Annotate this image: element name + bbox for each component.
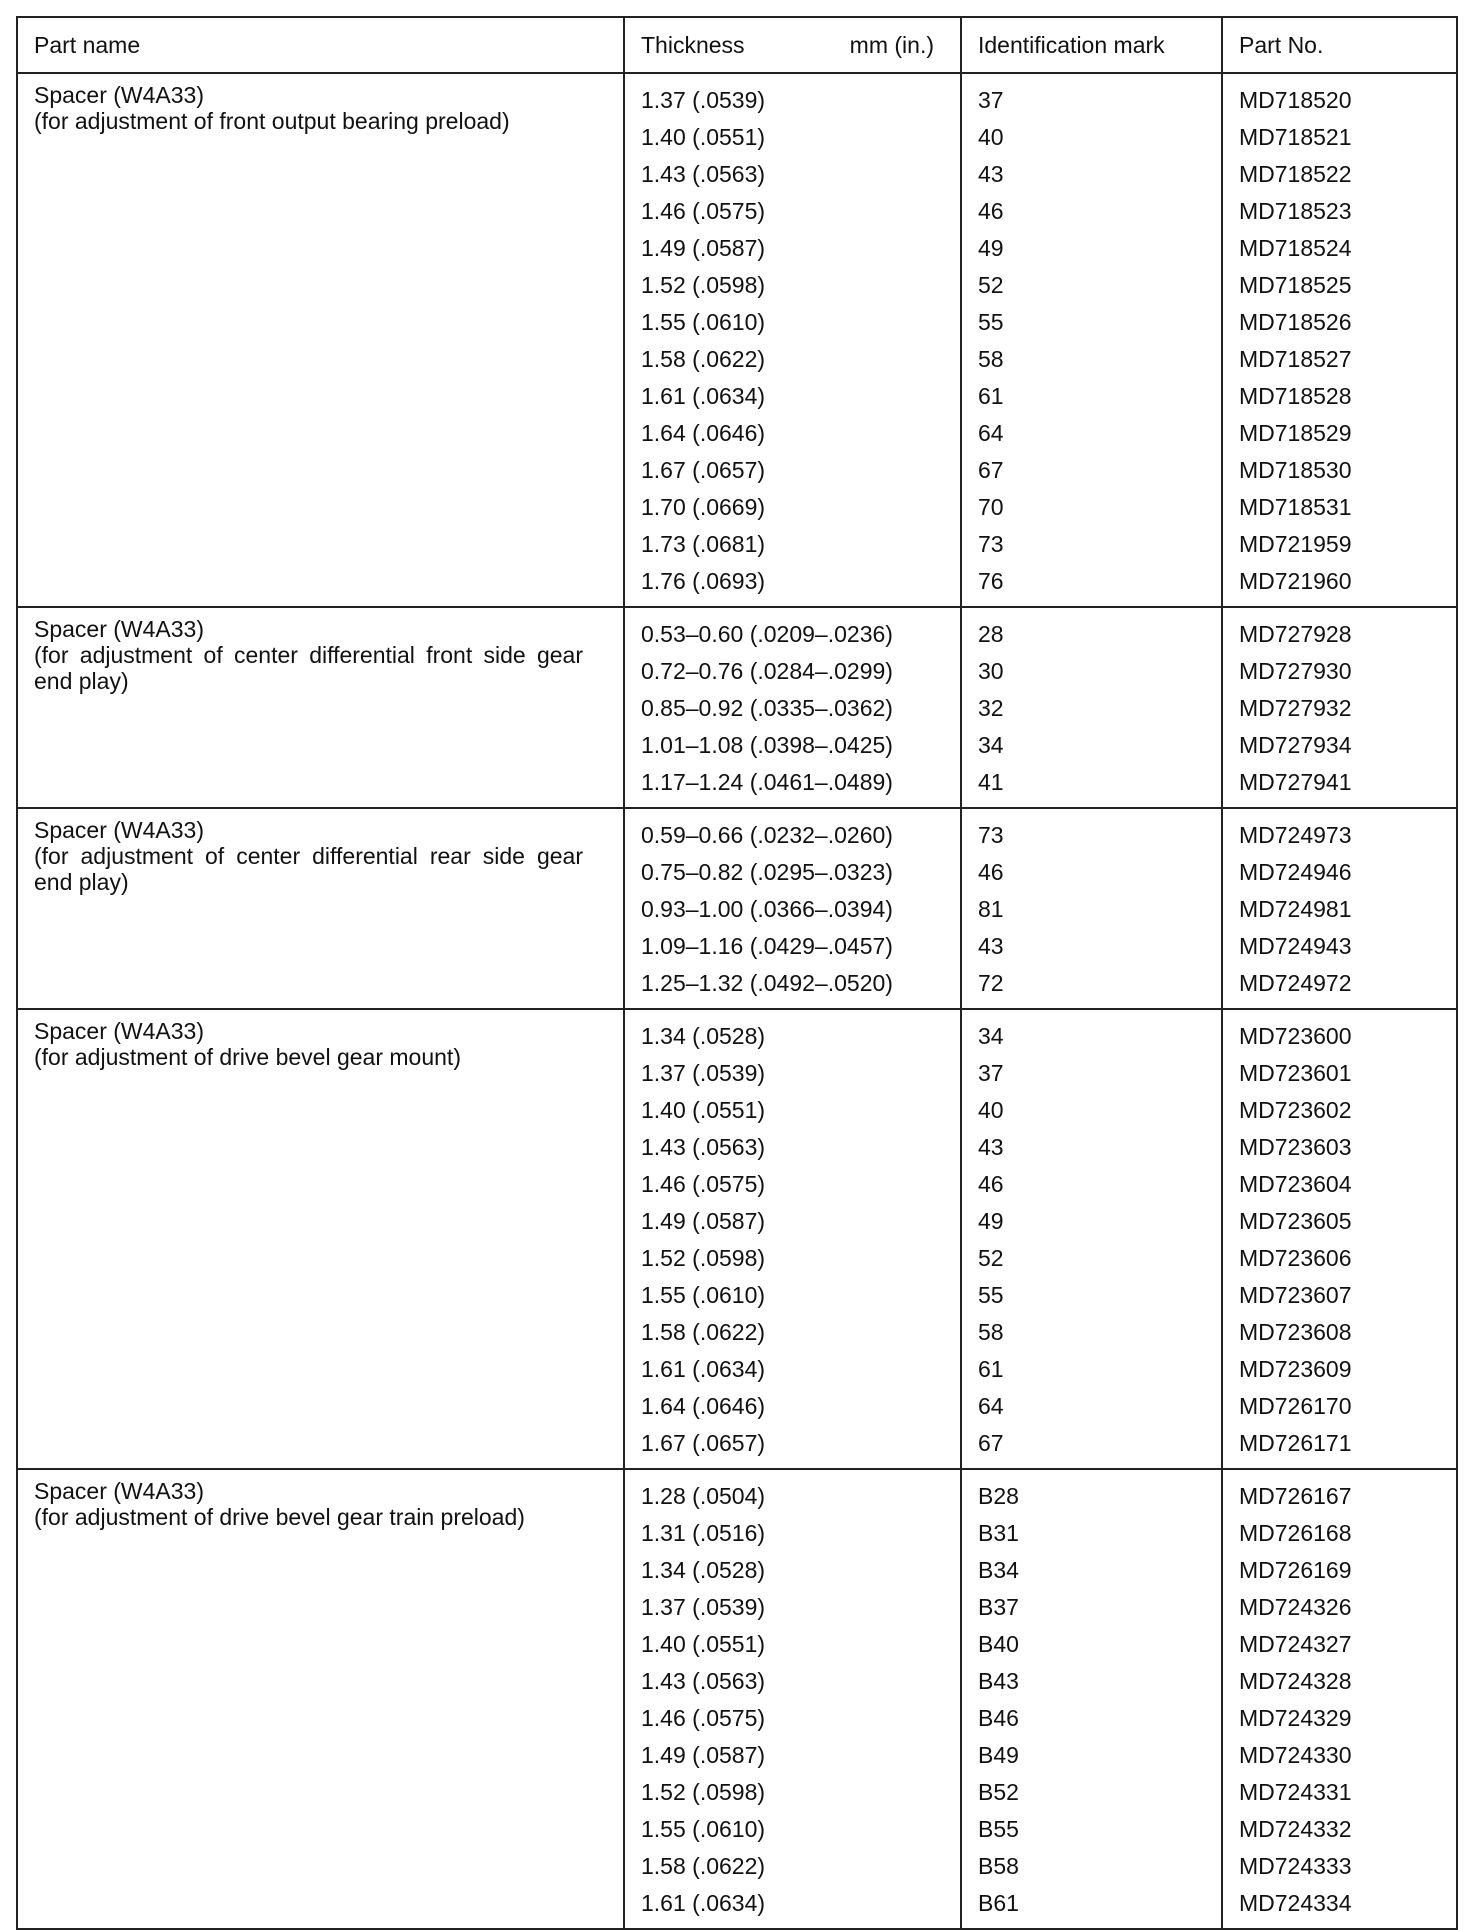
thickness-cell: 0.75–0.82 (.0295–.0323) [624,854,961,891]
identification-mark-cell: B61 [961,1885,1222,1929]
part-no-cell: MD721960 [1222,563,1457,607]
identification-mark-cell: B40 [961,1626,1222,1663]
thickness-cell: 0.72–0.76 (.0284–.0299) [624,653,961,690]
part-no-cell: MD718528 [1222,378,1457,415]
thickness-cell: 1.34 (.0528) [624,1552,961,1589]
thickness-cell: 1.40 (.0551) [624,1626,961,1663]
part-description: (for adjustment of front output bearing preload) [34,108,510,134]
part-name-cell [17,1469,624,1929]
part-no-cell: MD723606 [1222,1240,1457,1277]
part-no-cell: MD724333 [1222,1848,1457,1885]
part-no-cell: MD726168 [1222,1515,1457,1552]
part-no-cell: MD727941 [1222,764,1457,808]
thickness-cell: 1.58 (.0622) [624,1314,961,1351]
header-thickness [624,17,961,73]
thickness-cell: 1.55 (.0610) [624,304,961,341]
spacer-parts-table [16,16,1458,1930]
part-no-cell: MD724332 [1222,1811,1457,1848]
thickness-cell: 1.52 (.0598) [624,267,961,304]
part-description: (for adjustment of drive bevel gear mount) [34,1044,461,1070]
part-no-cell: MD724946 [1222,854,1457,891]
part-no-cell: MD724327 [1222,1626,1457,1663]
table-row [17,1469,1457,1515]
part-name-cell [17,607,624,808]
identification-mark-cell: B49 [961,1737,1222,1774]
identification-mark-cell: B58 [961,1848,1222,1885]
part-no-cell: MD718520 [1222,73,1457,119]
part-no-cell: MD724334 [1222,1885,1457,1929]
thickness-cell: 1.64 (.0646) [624,1388,961,1425]
identification-mark-cell: 28 [961,607,1222,653]
part-no-cell: MD724943 [1222,928,1457,965]
spacer-parts-document [16,16,1456,1930]
part-no-cell: MD727930 [1222,653,1457,690]
identification-mark-cell: 52 [961,1240,1222,1277]
part-no-cell: MD718523 [1222,193,1457,230]
identification-mark-cell: 46 [961,1166,1222,1203]
part-no-cell: MD718527 [1222,341,1457,378]
thickness-cell: 1.58 (.0622) [624,341,961,378]
identification-mark-cell: B52 [961,1774,1222,1811]
identification-mark-cell: 61 [961,1351,1222,1388]
thickness-cell: 1.55 (.0610) [624,1811,961,1848]
part-no-cell: MD718526 [1222,304,1457,341]
part-group [17,1469,1457,1929]
part-no-cell: MD724330 [1222,1737,1457,1774]
thickness-cell: 1.37 (.0539) [624,1055,961,1092]
identification-mark-cell: 58 [961,1314,1222,1351]
table-row [17,73,1457,119]
identification-mark-cell: B43 [961,1663,1222,1700]
identification-mark-cell: 55 [961,304,1222,341]
thickness-cell: 1.34 (.0528) [624,1009,961,1055]
part-no-cell: MD724331 [1222,1774,1457,1811]
part-description: (for adjustment of drive bevel gear train preload) [34,1504,525,1530]
part-no-cell: MD718524 [1222,230,1457,267]
header-identification-mark: Identification mark [961,17,1222,73]
thickness-cell: 1.67 (.0657) [624,1425,961,1469]
thickness-cell: 1.52 (.0598) [624,1774,961,1811]
part-no-cell: MD723600 [1222,1009,1457,1055]
identification-mark-cell: B37 [961,1589,1222,1626]
thickness-cell: 1.55 (.0610) [624,1277,961,1314]
part-no-cell: MD724328 [1222,1663,1457,1700]
identification-mark-cell: B46 [961,1700,1222,1737]
part-no-cell: MD726171 [1222,1425,1457,1469]
identification-mark-cell: 43 [961,1129,1222,1166]
part-no-cell: MD723609 [1222,1351,1457,1388]
thickness-cell: 1.31 (.0516) [624,1515,961,1552]
header-thickness-wrap [641,32,944,59]
identification-mark-cell: 43 [961,928,1222,965]
thickness-cell: 1.52 (.0598) [624,1240,961,1277]
table-row [17,1009,1457,1055]
identification-mark-cell: 64 [961,1388,1222,1425]
identification-mark-cell: B31 [961,1515,1222,1552]
identification-mark-cell: 76 [961,563,1222,607]
part-group [17,73,1457,607]
identification-mark-cell: 43 [961,156,1222,193]
identification-mark-cell: 64 [961,415,1222,452]
part-name-cell [17,1009,624,1469]
thickness-cell: 1.43 (.0563) [624,1663,961,1700]
part-no-cell: MD726169 [1222,1552,1457,1589]
part-no-cell: MD723605 [1222,1203,1457,1240]
thickness-cell: 1.49 (.0587) [624,1737,961,1774]
part-no-cell: MD721959 [1222,526,1457,563]
table-header [17,17,1457,73]
identification-mark-cell: 58 [961,341,1222,378]
identification-mark-cell: 67 [961,452,1222,489]
identification-mark-cell: 49 [961,1203,1222,1240]
identification-mark-cell: 41 [961,764,1222,808]
thickness-cell: 0.53–0.60 (.0209–.0236) [624,607,961,653]
table-row [17,808,1457,854]
part-no-cell: MD727932 [1222,690,1457,727]
thickness-cell: 1.17–1.24 (.0461–.0489) [624,764,961,808]
identification-mark-cell: 61 [961,378,1222,415]
thickness-cell: 0.93–1.00 (.0366–.0394) [624,891,961,928]
thickness-cell: 1.40 (.0551) [624,119,961,156]
thickness-cell: 1.37 (.0539) [624,1589,961,1626]
thickness-cell: 1.28 (.0504) [624,1469,961,1515]
thickness-cell: 1.46 (.0575) [624,1700,961,1737]
header-thickness-label: Thickness [641,31,745,58]
part-no-cell: MD723603 [1222,1129,1457,1166]
identification-mark-cell: 81 [961,891,1222,928]
part-group [17,808,1457,1009]
thickness-cell: 1.43 (.0563) [624,1129,961,1166]
header-row [17,17,1457,73]
thickness-cell: 0.85–0.92 (.0335–.0362) [624,690,961,727]
thickness-cell: 1.61 (.0634) [624,378,961,415]
part-title: Spacer (W4A33) [34,1018,205,1044]
thickness-cell: 1.40 (.0551) [624,1092,961,1129]
part-no-cell: MD724981 [1222,891,1457,928]
identification-mark-cell: 40 [961,1092,1222,1129]
identification-mark-cell: 52 [961,267,1222,304]
identification-mark-cell: 37 [961,73,1222,119]
part-description: (for adjustment of center differential front side gear end play) [34,642,583,694]
part-no-cell: MD724973 [1222,808,1457,854]
identification-mark-cell: 32 [961,690,1222,727]
part-no-cell: MD718531 [1222,489,1457,526]
thickness-cell: 1.01–1.08 (.0398–.0425) [624,727,961,764]
header-part-no: Part No. [1222,17,1457,73]
part-no-cell: MD723604 [1222,1166,1457,1203]
part-no-cell: MD723608 [1222,1314,1457,1351]
identification-mark-cell: 72 [961,965,1222,1009]
identification-mark-cell: 46 [961,854,1222,891]
part-no-cell: MD724972 [1222,965,1457,1009]
identification-mark-cell: 49 [961,230,1222,267]
identification-mark-cell: 46 [961,193,1222,230]
thickness-cell: 1.76 (.0693) [624,563,961,607]
identification-mark-cell: 73 [961,526,1222,563]
identification-mark-cell: 34 [961,1009,1222,1055]
thickness-cell: 1.58 (.0622) [624,1848,961,1885]
thickness-cell: 0.59–0.66 (.0232–.0260) [624,808,961,854]
thickness-cell: 1.67 (.0657) [624,452,961,489]
identification-mark-cell: 55 [961,1277,1222,1314]
thickness-cell: 1.61 (.0634) [624,1351,961,1388]
part-no-cell: MD727934 [1222,727,1457,764]
part-no-cell: MD718521 [1222,119,1457,156]
part-no-cell: MD718522 [1222,156,1457,193]
identification-mark-cell: B28 [961,1469,1222,1515]
thickness-cell: 1.09–1.16 (.0429–.0457) [624,928,961,965]
thickness-cell: 1.46 (.0575) [624,193,961,230]
thickness-cell: 1.25–1.32 (.0492–.0520) [624,965,961,1009]
part-group [17,1009,1457,1469]
part-title: Spacer (W4A33) [34,82,205,108]
identification-mark-cell: B55 [961,1811,1222,1848]
part-no-cell: MD726170 [1222,1388,1457,1425]
header-part-name: Part name [17,17,624,73]
thickness-cell: 1.43 (.0563) [624,156,961,193]
part-title: Spacer (W4A33) [34,616,205,642]
thickness-cell: 1.49 (.0587) [624,1203,961,1240]
identification-mark-cell: 34 [961,727,1222,764]
thickness-cell: 1.73 (.0681) [624,526,961,563]
part-title: Spacer (W4A33) [34,1478,205,1504]
identification-mark-cell: 30 [961,653,1222,690]
part-no-cell: MD724326 [1222,1589,1457,1626]
part-name-cell [17,73,624,607]
identification-mark-cell: 67 [961,1425,1222,1469]
part-no-cell: MD726167 [1222,1469,1457,1515]
thickness-cell: 1.46 (.0575) [624,1166,961,1203]
part-description: (for adjustment of center differential rear side gear end play) [34,843,583,895]
identification-mark-cell: 73 [961,808,1222,854]
part-no-cell: MD723601 [1222,1055,1457,1092]
part-no-cell: MD723607 [1222,1277,1457,1314]
identification-mark-cell: 37 [961,1055,1222,1092]
part-name-cell [17,808,624,1009]
part-no-cell: MD718529 [1222,415,1457,452]
part-no-cell: MD723602 [1222,1092,1457,1129]
thickness-cell: 1.61 (.0634) [624,1885,961,1929]
thickness-cell: 1.49 (.0587) [624,230,961,267]
thickness-cell: 1.70 (.0669) [624,489,961,526]
part-no-cell: MD718525 [1222,267,1457,304]
part-group [17,607,1457,808]
header-thickness-unit: mm (in.) [849,31,934,58]
identification-mark-cell: 70 [961,489,1222,526]
thickness-cell: 1.37 (.0539) [624,73,961,119]
part-no-cell: MD718530 [1222,452,1457,489]
thickness-cell: 1.64 (.0646) [624,415,961,452]
part-no-cell: MD724329 [1222,1700,1457,1737]
identification-mark-cell: B34 [961,1552,1222,1589]
part-no-cell: MD727928 [1222,607,1457,653]
table-row [17,607,1457,653]
identification-mark-cell: 40 [961,119,1222,156]
part-title: Spacer (W4A33) [34,817,205,843]
